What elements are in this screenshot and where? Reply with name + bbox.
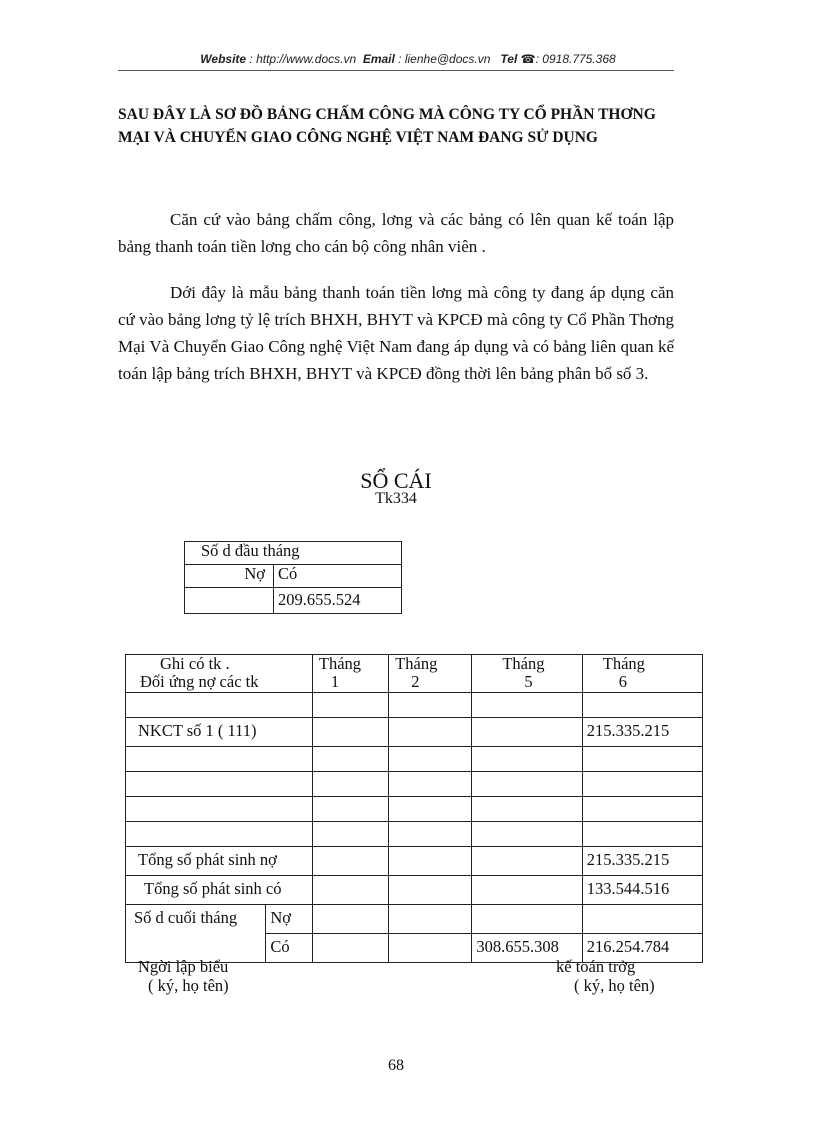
phone-icon: ☎ bbox=[520, 52, 536, 66]
page-number: 68 bbox=[388, 1057, 404, 1074]
table-row bbox=[126, 797, 703, 822]
total-debit-month-6: 215.335.215 bbox=[582, 847, 702, 876]
email-label: Email bbox=[362, 52, 395, 66]
header-month-6: Tháng 6 bbox=[582, 655, 702, 693]
table-row bbox=[126, 847, 703, 876]
closing-balance-label: Số d cuối tháng bbox=[126, 905, 266, 963]
opening-debit-value bbox=[185, 588, 274, 614]
document-heading bbox=[118, 103, 698, 149]
table-row bbox=[126, 905, 703, 934]
opening-debit-label: Nợ bbox=[185, 565, 274, 588]
header-account-cell: Ghi có tk . Đối ứng nợ các tk bbox=[126, 655, 313, 693]
page-header bbox=[0, 52, 816, 66]
paragraph-1: Căn cứ vào bảng chấm công, lơng và các bảng có lên quan kế toán lập bảng thanh toán tiền lơng cho cán bộ công nhân viên . bbox=[118, 210, 674, 256]
opening-balance-label: Số d đầu tháng bbox=[185, 542, 402, 565]
total-debit-label: Tổng số phát sinh nợ bbox=[126, 847, 313, 876]
total-credit-month-6: 133.544.516 bbox=[582, 876, 702, 905]
opening-credit-value: 209.655.524 bbox=[274, 588, 402, 614]
signature-chief-accountant bbox=[556, 957, 655, 995]
header-month-1: Tháng 1 bbox=[312, 655, 388, 693]
email-value[interactable]: : lienhe@docs.vn bbox=[398, 52, 491, 66]
nkct-label: NKCT số 1 ( 111) bbox=[126, 718, 313, 747]
chief-accountant-note: ( ký, họ tên) bbox=[574, 976, 655, 995]
nkct-month-6: 215.335.215 bbox=[582, 718, 702, 747]
website-value[interactable]: : http://www.docs.vn bbox=[249, 52, 357, 66]
tel-value: : 0918.775.368 bbox=[535, 52, 616, 66]
ledger-account: Tk334 bbox=[375, 490, 417, 507]
table-row bbox=[126, 747, 703, 772]
preparer-title: Ngời lập biểu bbox=[138, 957, 229, 976]
header-divider bbox=[118, 70, 674, 71]
table-row bbox=[126, 876, 703, 905]
website-label: Website bbox=[200, 52, 247, 66]
header-month-2: Tháng 2 bbox=[389, 655, 472, 693]
table-row bbox=[126, 693, 703, 718]
opening-credit-label: Có bbox=[274, 565, 402, 588]
heading-line-2: MẠI VÀ CHUYỂN GIAO CÔNG NGHỆ VIỆT NAM ĐANG SỬ DỤNG bbox=[118, 129, 598, 146]
closing-debit-label: Nợ bbox=[266, 905, 313, 934]
paragraph-2: Dới đây là mẫu bảng thanh toán tiền lơng mà công ty đang áp dụng căn cứ vào bảng lơng tỷ lệ trích BHXH, BHYT và KPCĐ mà công ty Cổ Phần Thơng Mại Và Chuyển Giao Công nghệ Việt Nam đang áp dụng và có bảng liên quan kế toán lập bảng trích BHXH, BHYT và KPCĐ đồng thời lên bảng phân bổ số 3. bbox=[118, 283, 674, 383]
closing-credit-label: Có bbox=[266, 934, 313, 963]
total-credit-label: Tổng số phát sinh có bbox=[126, 876, 313, 905]
preparer-note: ( ký, họ tên) bbox=[148, 976, 229, 995]
table-row bbox=[126, 718, 703, 747]
table-row bbox=[126, 822, 703, 847]
ledger-table bbox=[125, 654, 703, 963]
signature-preparer bbox=[138, 957, 229, 995]
chief-accountant-title: kế toán trởg bbox=[556, 957, 636, 976]
tel-label: Tel bbox=[500, 52, 518, 66]
ledger-title: SỔ CÁI bbox=[360, 468, 432, 493]
opening-balance-table bbox=[184, 541, 402, 614]
table-row bbox=[126, 772, 703, 797]
closing-credit-month-6: 216.254.784 bbox=[582, 934, 702, 963]
header-month-5: Tháng 5 bbox=[472, 655, 582, 693]
heading-line-1: SAU ĐÂY LÀ SƠ ĐỒ BẢNG CHẤM CÔNG MÀ CÔNG TY CỔ PHẦN THƠNG bbox=[118, 106, 656, 123]
closing-credit-month-5: 308.655.308 bbox=[472, 934, 582, 963]
